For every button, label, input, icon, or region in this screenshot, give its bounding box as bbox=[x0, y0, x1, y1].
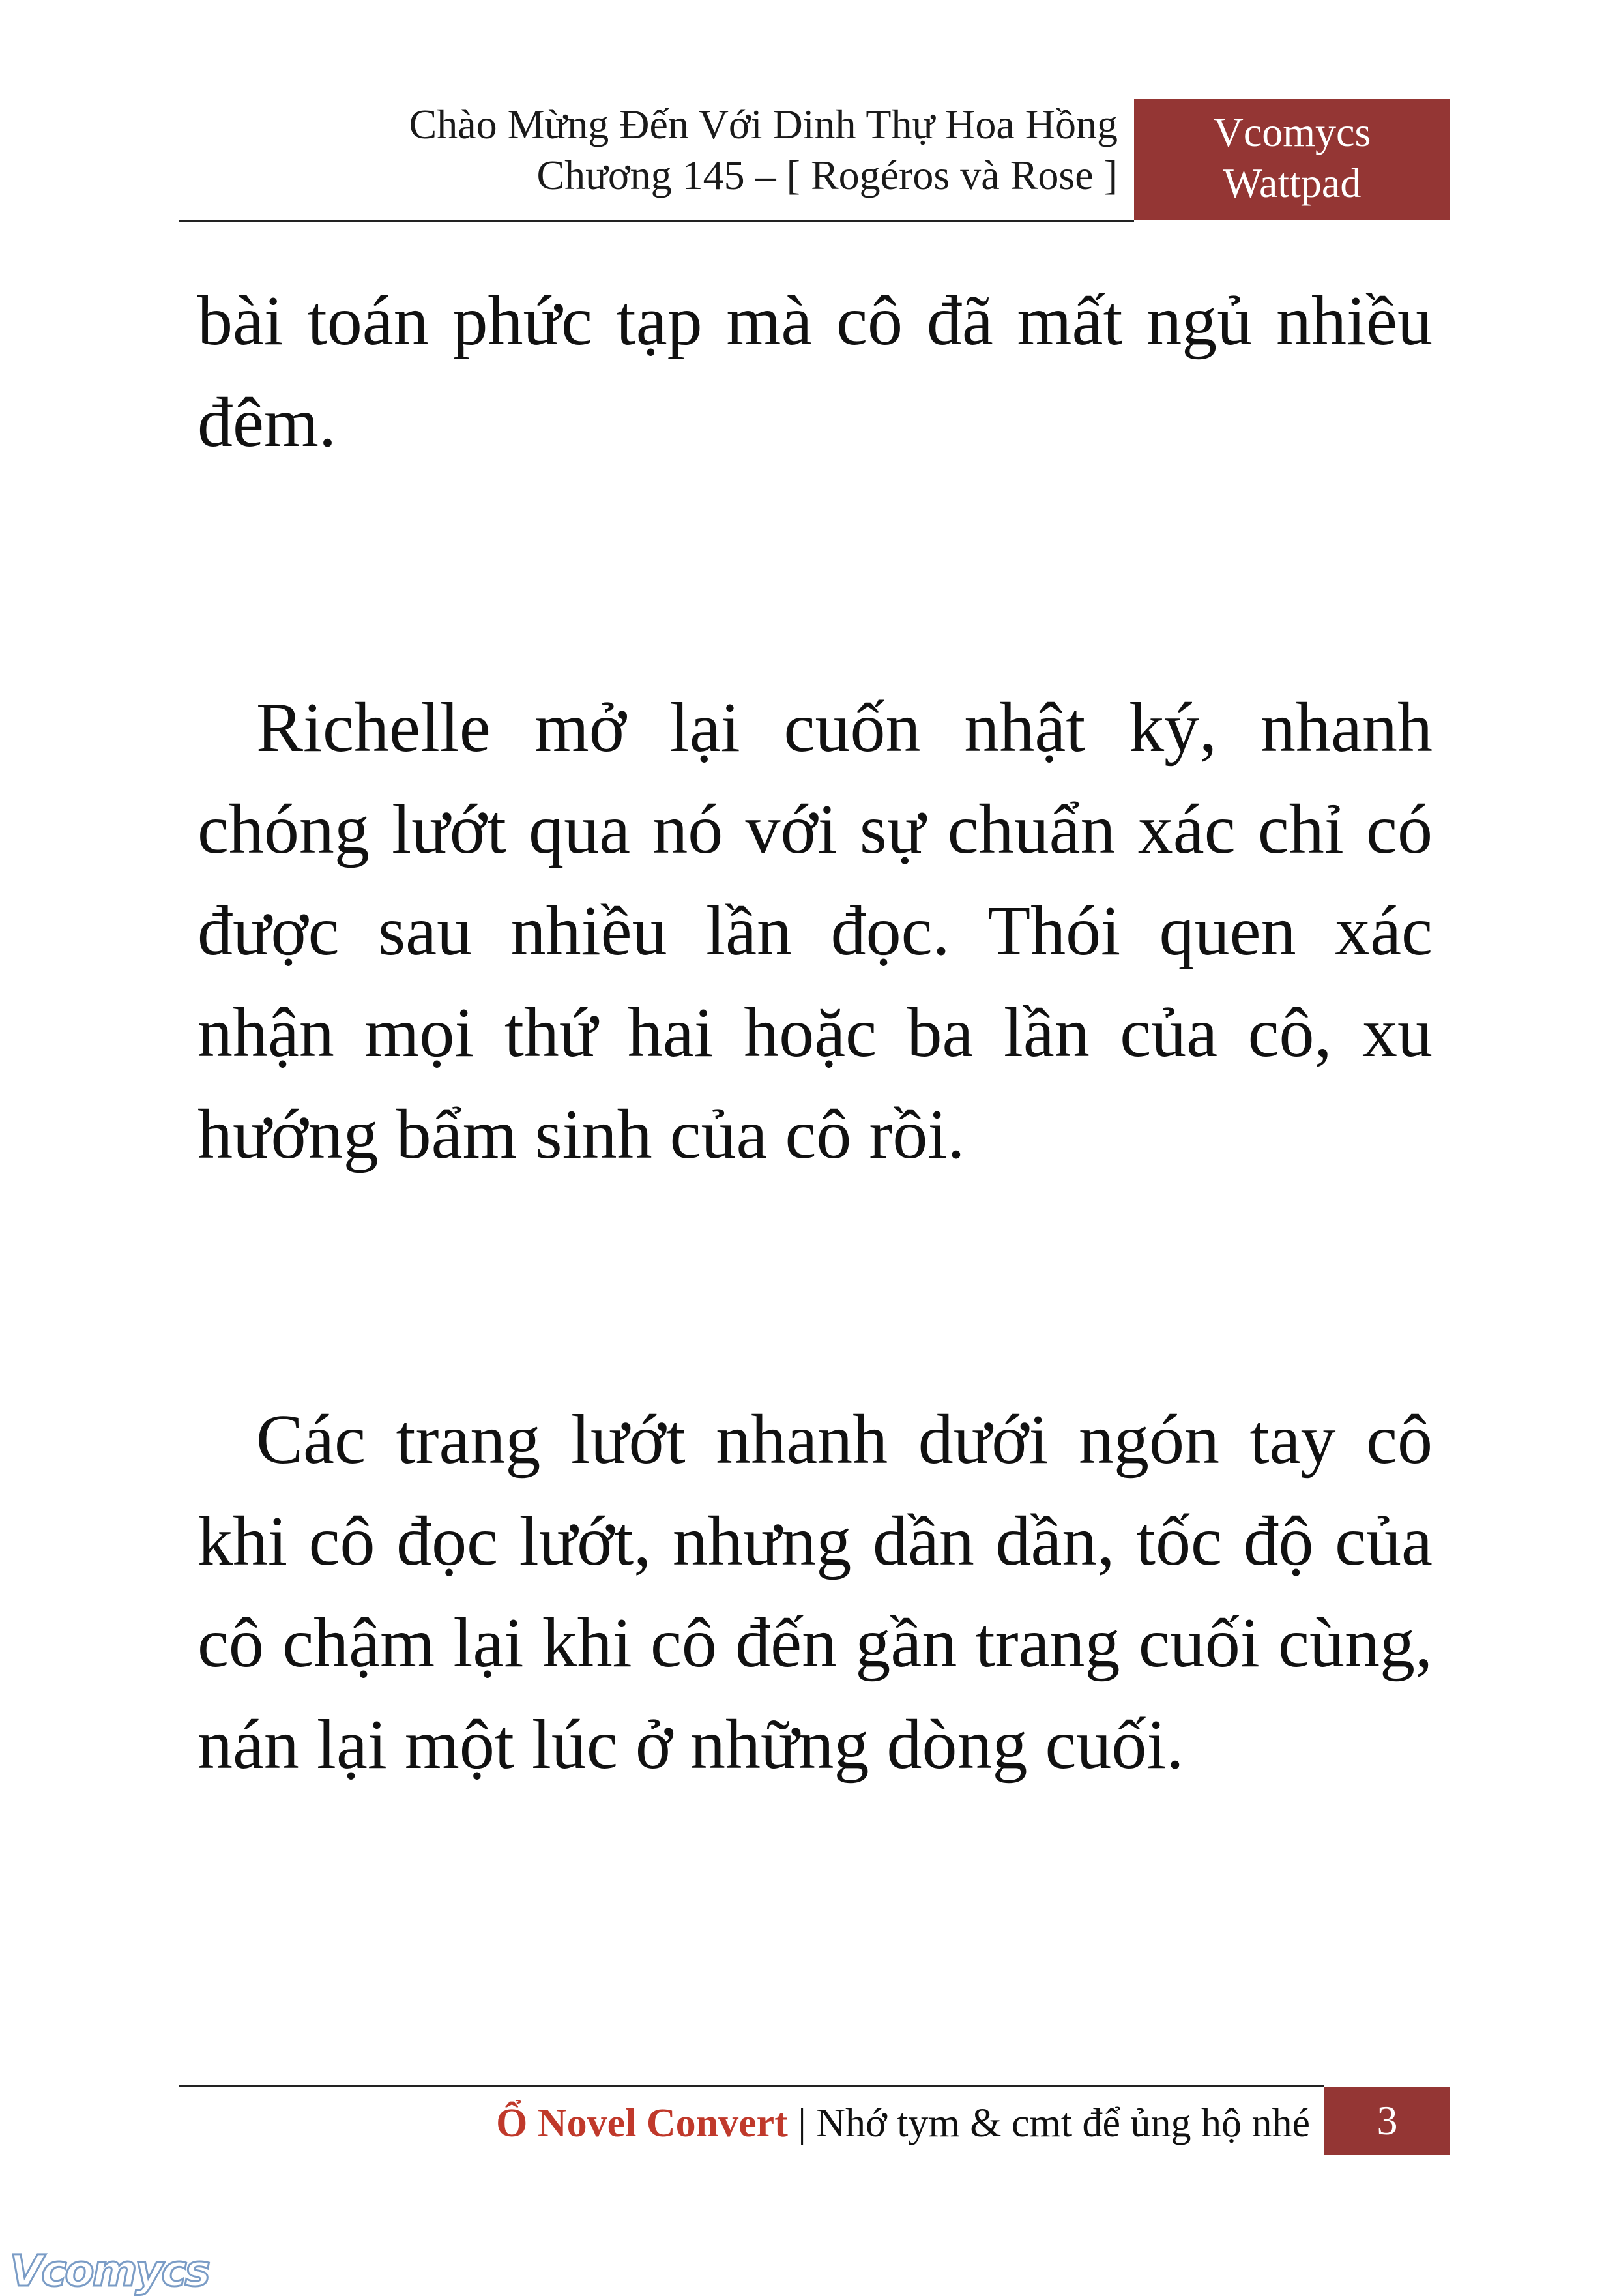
running-header bbox=[179, 99, 1118, 201]
badge-publisher: Vcomycs bbox=[1213, 109, 1371, 155]
page-body bbox=[197, 271, 1433, 1999]
page-number: 3 bbox=[1324, 2087, 1450, 2155]
running-footer bbox=[179, 2094, 1310, 2153]
paragraph: bài toán phức tạp mà cô đã mất ngủ nhiều đêm. bbox=[197, 282, 1433, 462]
footer-message: Nhớ tym & cmt để ủng hộ nhé bbox=[816, 2101, 1310, 2145]
vcomycs-watermark-logo: Vcomycs bbox=[10, 2246, 209, 2296]
chapter-title: Chương 145 – [ Rogéros và Rose ] bbox=[536, 152, 1118, 198]
paragraph: Các trang lướt nhanh dưới ngón tay cô khi cô đọc lướt, nhưng dần dần, tốc độ của cô chậm lại khi cô đến gần trang cuối cùng, nán lại một lúc ở những dòng cuối. bbox=[197, 1401, 1433, 1784]
source-badge bbox=[1134, 99, 1450, 220]
footer-brand: Ổ Novel Convert bbox=[496, 2101, 788, 2145]
paragraph: Richelle mở lại cuốn nhật ký, nhanh chóng lướt qua nó với sự chuẩn xác chỉ có được sau nhiều lần đọc. Thói quen xác nhận mọi thứ hai hoặc ba lần của cô, xu hướng bẩm sinh của cô rồi. bbox=[197, 689, 1433, 1173]
book-title: Chào Mừng Đến Với Dinh Thự Hoa Hồng bbox=[409, 101, 1118, 147]
footer-divider bbox=[179, 2085, 1324, 2087]
badge-platform: Wattpad bbox=[1223, 160, 1362, 206]
header-divider bbox=[179, 220, 1134, 222]
footer-separator: | bbox=[798, 2101, 806, 2145]
